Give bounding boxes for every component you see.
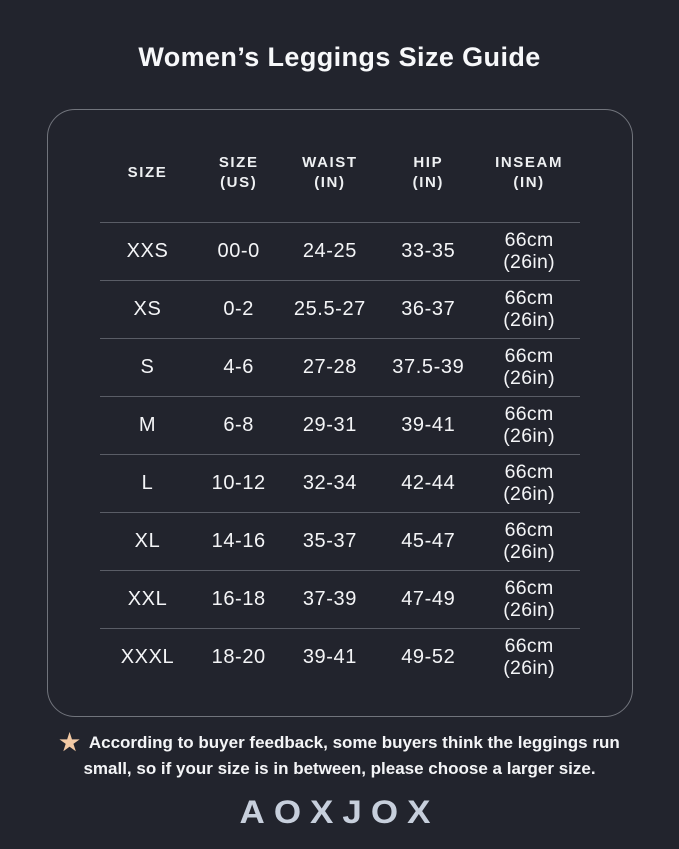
table-header-row: [100, 110, 580, 223]
inseam-in: (26in): [503, 250, 555, 273]
page-title: Women’s Leggings Size Guide: [138, 42, 541, 72]
inseam-in: (26in): [503, 482, 555, 505]
brand-logo: AOXJOX: [239, 794, 440, 831]
col-header-waist: [282, 139, 378, 194]
hip-cell: 36-37: [401, 298, 456, 320]
inseam-cm: 66cm: [504, 403, 554, 426]
inseam-cell: [479, 462, 580, 504]
size-us-cell: 4-6: [223, 356, 255, 378]
size-cell: M: [138, 414, 157, 436]
inseam-in: (26in): [503, 598, 555, 621]
col-header-size-us-line2: (US): [220, 174, 258, 191]
inseam-cell: [479, 578, 580, 620]
hip-cell: 33-35: [401, 240, 456, 262]
col-header-size: [100, 149, 196, 183]
table-row: [100, 339, 580, 397]
waist-cell: 29-31: [302, 414, 357, 436]
size-us-cell: 10-12: [211, 472, 266, 494]
size-us-cell: 18-20: [211, 646, 266, 668]
col-header-inseam-line1: INSEAM: [495, 153, 564, 171]
inseam-cell: [479, 346, 580, 388]
col-header-waist-line1: WAIST: [302, 153, 358, 171]
inseam-cm: 66cm: [504, 577, 554, 600]
hip-cell: 47-49: [401, 588, 456, 610]
note-text-line1: According to buyer feedback, some buyers think the leggings run: [88, 733, 620, 752]
size-guide-table: [47, 109, 633, 717]
table-row: [100, 513, 580, 571]
col-header-hip-line2: (IN): [412, 174, 444, 191]
waist-cell: 35-37: [302, 530, 357, 552]
col-header-size-line1: SIZE: [127, 163, 168, 181]
size-cell: XS: [133, 298, 162, 320]
table-row: [100, 571, 580, 629]
table-row: [100, 397, 580, 455]
size-cell: XXXL: [120, 646, 175, 668]
table-row: [100, 455, 580, 513]
hip-cell: 45-47: [401, 530, 456, 552]
hip-cell: 49-52: [401, 646, 456, 668]
inseam-in: (26in): [503, 540, 555, 563]
table-row: [100, 629, 580, 686]
inseam-cm: 66cm: [504, 229, 554, 252]
waist-cell: 37-39: [302, 588, 357, 610]
waist-cell: 32-34: [302, 472, 357, 494]
hip-cell: 37.5-39: [392, 356, 465, 378]
inseam-cm: 66cm: [504, 519, 554, 542]
inseam-cm: 66cm: [504, 345, 554, 368]
inseam-cell: [479, 636, 580, 678]
col-header-waist-line2: (IN): [314, 174, 346, 191]
hip-cell: 42-44: [401, 472, 456, 494]
col-header-size-us: [196, 139, 282, 194]
table-row: [100, 281, 580, 339]
col-header-size-us-line1: SIZE: [218, 153, 259, 171]
size-us-cell: 0-2: [223, 298, 255, 320]
waist-cell: 24-25: [302, 240, 357, 262]
inseam-in: (26in): [503, 424, 555, 447]
size-cell: XXS: [126, 240, 169, 262]
size-us-cell: 16-18: [211, 588, 266, 610]
inseam-cell: [479, 288, 580, 330]
size-cell: S: [140, 356, 155, 378]
inseam-cell: [479, 520, 580, 562]
star-icon: ★: [59, 728, 80, 755]
inseam-in: (26in): [503, 656, 555, 679]
waist-cell: 27-28: [302, 356, 357, 378]
inseam-in: (26in): [503, 366, 555, 389]
col-header-inseam: [479, 139, 580, 194]
col-header-inseam-line2: (IN): [513, 174, 545, 191]
size-cell: XXL: [127, 588, 168, 610]
note-text-line2: small, so if your size is in between, please choose a larger size.: [83, 759, 596, 778]
size-cell: XL: [134, 530, 161, 552]
col-header-hip: [378, 139, 479, 194]
inseam-cell: [479, 230, 580, 272]
waist-cell: 25.5-27: [293, 298, 366, 320]
size-us-cell: 00-0: [217, 240, 260, 262]
size-cell: L: [141, 472, 154, 494]
inseam-in: (26in): [503, 308, 555, 331]
waist-cell: 39-41: [302, 646, 357, 668]
inseam-cell: [479, 404, 580, 446]
table-row: [100, 223, 580, 281]
hip-cell: 39-41: [401, 414, 456, 436]
buyer-feedback-note: [35, 730, 645, 782]
note-line-1: [35, 730, 645, 756]
inseam-cm: 66cm: [504, 461, 554, 484]
inseam-cm: 66cm: [504, 635, 554, 658]
col-header-hip-line1: HIP: [413, 153, 444, 171]
inseam-cm: 66cm: [504, 287, 554, 310]
size-us-cell: 6-8: [223, 414, 255, 436]
size-us-cell: 14-16: [211, 530, 266, 552]
